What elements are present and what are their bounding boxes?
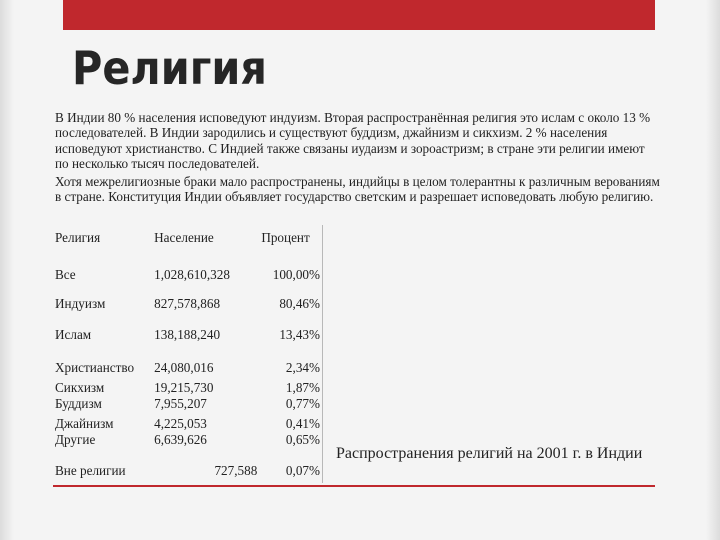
cell-population: 6,639,626 <box>154 432 207 447</box>
cell-percent: 13,43% <box>259 327 322 360</box>
top-accent-bar <box>63 0 655 30</box>
bottom-accent-line <box>53 485 655 487</box>
cell-percent: 0,41% <box>259 416 322 432</box>
header-percent: Процент <box>259 225 322 267</box>
left-edge-shade <box>0 0 14 540</box>
table-header-row <box>53 225 323 267</box>
table-row <box>53 396 323 416</box>
cell-religion: Христианство <box>55 360 135 375</box>
paragraph-1: В Индии 80 % населения исповедуют индуизм. Вторая распространённая религия это ислам с около 13 % последователей. В Индии зародились и существуют буддизм, джайнизм и сикхизм. 2 % населения исповедуют христианство. С Индией также связаны иудаизм и зороастризм; в стране эти религии имеют по несколько тысяч последователей. <box>55 110 651 172</box>
cell-population: 19,215,730 <box>154 380 214 395</box>
cell-religion: Все <box>55 267 76 282</box>
cell-percent: 0,65% <box>259 432 322 463</box>
table-row <box>53 432 323 463</box>
table-row <box>53 416 323 432</box>
table-row <box>53 463 323 483</box>
header-population: Население <box>154 230 214 245</box>
cell-population: 827,578,868 <box>154 296 221 311</box>
cell-population: 24,080,016 <box>154 360 214 375</box>
cell-religion: Джайнизм <box>55 416 114 431</box>
table-row <box>53 327 323 360</box>
body-text <box>55 110 660 206</box>
cell-percent: 1,87% <box>259 380 322 396</box>
cell-percent: 0,07% <box>259 463 322 483</box>
cell-religion: Ислам <box>55 327 92 342</box>
cell-religion: Вне религии <box>55 463 126 478</box>
right-edge-shade <box>706 0 720 540</box>
paragraph-2: Хотя межрелигиозные браки мало распространены, индийцы в целом толерантны к различным верованиям в стране. Конституция Индии объявляет государство светским и разрешает исповедовать любую религию. <box>55 173 660 205</box>
cell-population: 1,028,610,328 <box>154 267 230 282</box>
cell-percent: 80,46% <box>259 296 322 327</box>
table-row <box>53 296 323 327</box>
cell-population: 7,955,207 <box>154 396 207 411</box>
cell-percent: 2,34% <box>259 360 322 380</box>
table-row <box>53 360 323 380</box>
cell-population: 138,188,240 <box>154 327 221 342</box>
slide-title: Религия <box>72 41 267 95</box>
header-religion: Религия <box>55 230 101 245</box>
cell-percent: 100,00% <box>259 267 322 296</box>
cell-population: 727,588 <box>214 463 258 478</box>
table-row <box>53 380 323 396</box>
cell-religion: Сикхизм <box>55 380 105 395</box>
cell-percent: 0,77% <box>259 396 322 416</box>
cell-religion: Другие <box>55 432 96 447</box>
table-row <box>53 267 323 296</box>
cell-religion: Буддизм <box>55 396 102 411</box>
cell-religion: Индуизм <box>55 296 106 311</box>
cell-population: 4,225,053 <box>154 416 207 431</box>
religion-table <box>53 225 323 483</box>
table-caption: Распространения религий на 2001 г. в Индии <box>336 445 643 462</box>
